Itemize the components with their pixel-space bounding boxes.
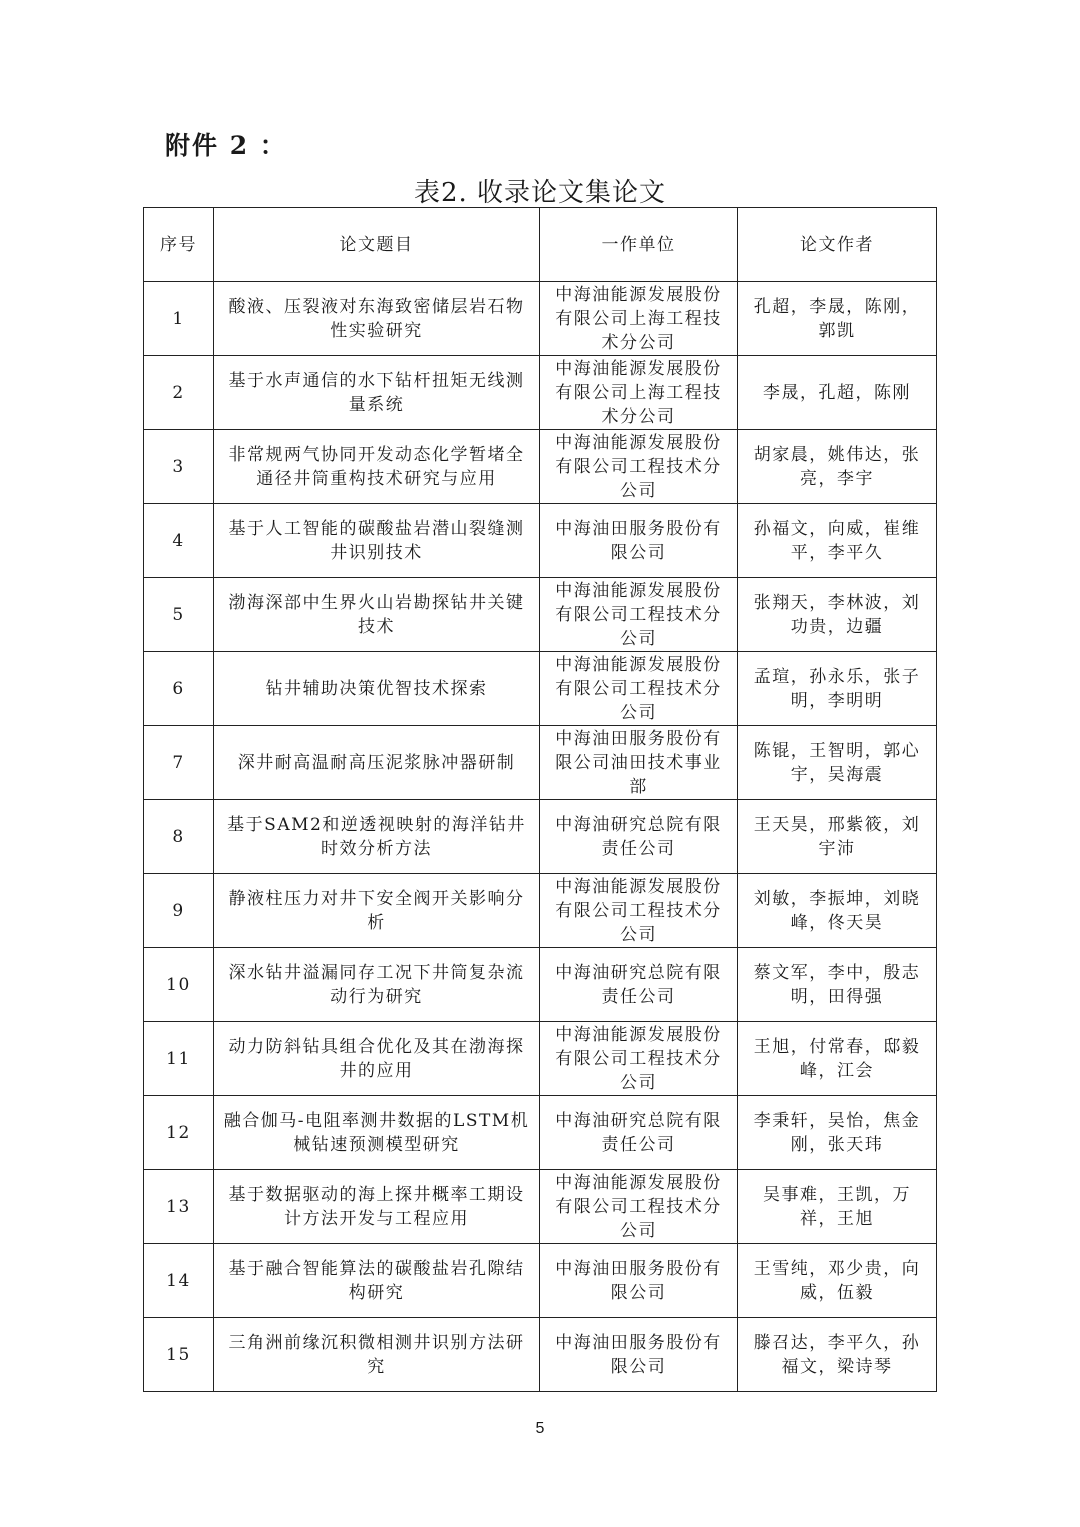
cell-unit: 中海油能源发展股份有限公司工程技术分公司	[540, 430, 738, 504]
table-row	[144, 874, 937, 948]
header-paper-authors: 论文作者	[738, 208, 937, 282]
cell-unit: 中海油研究总院有限责任公司	[540, 1096, 738, 1170]
cell-authors: 王天昊，邢紫筱，刘宇沛	[738, 800, 937, 874]
cell-unit: 中海油能源发展股份有限公司上海工程技术分公司	[540, 356, 738, 430]
cell-no: 13	[144, 1170, 214, 1244]
cell-unit: 中海油田服务股份有限公司	[540, 1244, 738, 1318]
cell-title: 基于SAM2和逆透视映射的海洋钻井时效分析方法	[214, 800, 540, 874]
attachment-label: 附件 2 ：	[165, 131, 287, 160]
cell-no: 4	[144, 504, 214, 578]
cell-title: 基于人工智能的碳酸盐岩潜山裂缝测井识别技术	[214, 504, 540, 578]
cell-title: 钻井辅助决策优智技术探索	[214, 652, 540, 726]
cell-unit: 中海油能源发展股份有限公司上海工程技术分公司	[540, 282, 738, 356]
cell-title: 深水钻井溢漏同存工况下井筒复杂流动行为研究	[214, 948, 540, 1022]
cell-unit: 中海油能源发展股份有限公司工程技术分公司	[540, 874, 738, 948]
cell-title: 动力防斜钻具组合优化及其在渤海探井的应用	[214, 1022, 540, 1096]
cell-no: 15	[144, 1318, 214, 1392]
table-row	[144, 1318, 937, 1392]
page-number: 5	[535, 1420, 545, 1437]
cell-authors: 孙福文，向威，崔维平，李平久	[738, 504, 937, 578]
cell-no: 2	[144, 356, 214, 430]
cell-unit: 中海油能源发展股份有限公司工程技术分公司	[540, 578, 738, 652]
cell-authors: 吴事难，王凯，万祥，王旭	[738, 1170, 937, 1244]
cell-no: 14	[144, 1244, 214, 1318]
table-row	[144, 1170, 937, 1244]
cell-title: 渤海深部中生界火山岩勘探钻井关键技术	[214, 578, 540, 652]
header-serial-number: 序号	[144, 208, 214, 282]
cell-title: 融合伽马-电阻率测井数据的LSTM机械钻速预测模型研究	[214, 1096, 540, 1170]
cell-no: 5	[144, 578, 214, 652]
table-row	[144, 652, 937, 726]
cell-authors: 王雪纯，邓少贵，向威，伍毅	[738, 1244, 937, 1318]
cell-no: 10	[144, 948, 214, 1022]
cell-authors: 胡家晨，姚伟达，张亮，李宇	[738, 430, 937, 504]
cell-title: 基于融合智能算法的碳酸盐岩孔隙结构研究	[214, 1244, 540, 1318]
table-row	[144, 1022, 937, 1096]
table-row	[144, 578, 937, 652]
cell-authors: 蔡文军，李中，殷志明，田得强	[738, 948, 937, 1022]
cell-authors: 李晟，孔超，陈刚	[738, 356, 937, 430]
table-row	[144, 504, 937, 578]
cell-unit: 中海油研究总院有限责任公司	[540, 948, 738, 1022]
table-header-row	[144, 208, 937, 282]
cell-title: 基于水声通信的水下钻杆扭矩无线测量系统	[214, 356, 540, 430]
cell-no: 8	[144, 800, 214, 874]
cell-authors: 李秉轩，吴怡，焦金刚，张天玮	[738, 1096, 937, 1170]
cell-no: 3	[144, 430, 214, 504]
cell-authors: 刘敏，李振坤，刘晓峰，佟天昊	[738, 874, 937, 948]
table-title: 表2. 收录论文集论文	[413, 178, 667, 208]
cell-authors: 王旭，付常春，邸毅峰，江会	[738, 1022, 937, 1096]
cell-no: 7	[144, 726, 214, 800]
cell-authors: 陈锟，王智明，郭心宇，吴海震	[738, 726, 937, 800]
cell-unit: 中海油田服务股份有限公司	[540, 504, 738, 578]
cell-no: 6	[144, 652, 214, 726]
cell-unit: 中海油田服务股份有限公司油田技术事业部	[540, 726, 738, 800]
table-row	[144, 1244, 937, 1318]
cell-unit: 中海油能源发展股份有限公司工程技术分公司	[540, 1022, 738, 1096]
table-row	[144, 1096, 937, 1170]
table-row	[144, 948, 937, 1022]
table-row	[144, 726, 937, 800]
cell-authors: 孔超，李晟，陈刚，郭凯	[738, 282, 937, 356]
cell-authors: 孟瑄，孙永乐，张子明，李明明	[738, 652, 937, 726]
table-row	[144, 430, 937, 504]
cell-unit: 中海油能源发展股份有限公司工程技术分公司	[540, 652, 738, 726]
table-row	[144, 356, 937, 430]
cell-title: 非常规两气协同开发动态化学暂堵全通径井筒重构技术研究与应用	[214, 430, 540, 504]
cell-title: 基于数据驱动的海上探井概率工期设计方法开发与工程应用	[214, 1170, 540, 1244]
papers-table	[143, 207, 937, 1392]
table-row	[144, 282, 937, 356]
cell-no: 1	[144, 282, 214, 356]
cell-authors: 张翔天，李林波，刘功贵，边疆	[738, 578, 937, 652]
header-paper-title: 论文题目	[214, 208, 540, 282]
cell-title: 深井耐高温耐高压泥浆脉冲器研制	[214, 726, 540, 800]
cell-title: 酸液、压裂液对东海致密储层岩石物性实验研究	[214, 282, 540, 356]
cell-title: 三角洲前缘沉积微相测井识别方法研究	[214, 1318, 540, 1392]
cell-no: 9	[144, 874, 214, 948]
cell-no: 11	[144, 1022, 214, 1096]
cell-unit: 中海油田服务股份有限公司	[540, 1318, 738, 1392]
cell-no: 12	[144, 1096, 214, 1170]
cell-unit: 中海油研究总院有限责任公司	[540, 800, 738, 874]
table-row	[144, 800, 937, 874]
header-first-author-unit: 一作单位	[540, 208, 738, 282]
cell-unit: 中海油能源发展股份有限公司工程技术分公司	[540, 1170, 738, 1244]
cell-title: 静液柱压力对井下安全阀开关影响分析	[214, 874, 540, 948]
cell-authors: 滕召达，李平久，孙福文，梁诗琴	[738, 1318, 937, 1392]
